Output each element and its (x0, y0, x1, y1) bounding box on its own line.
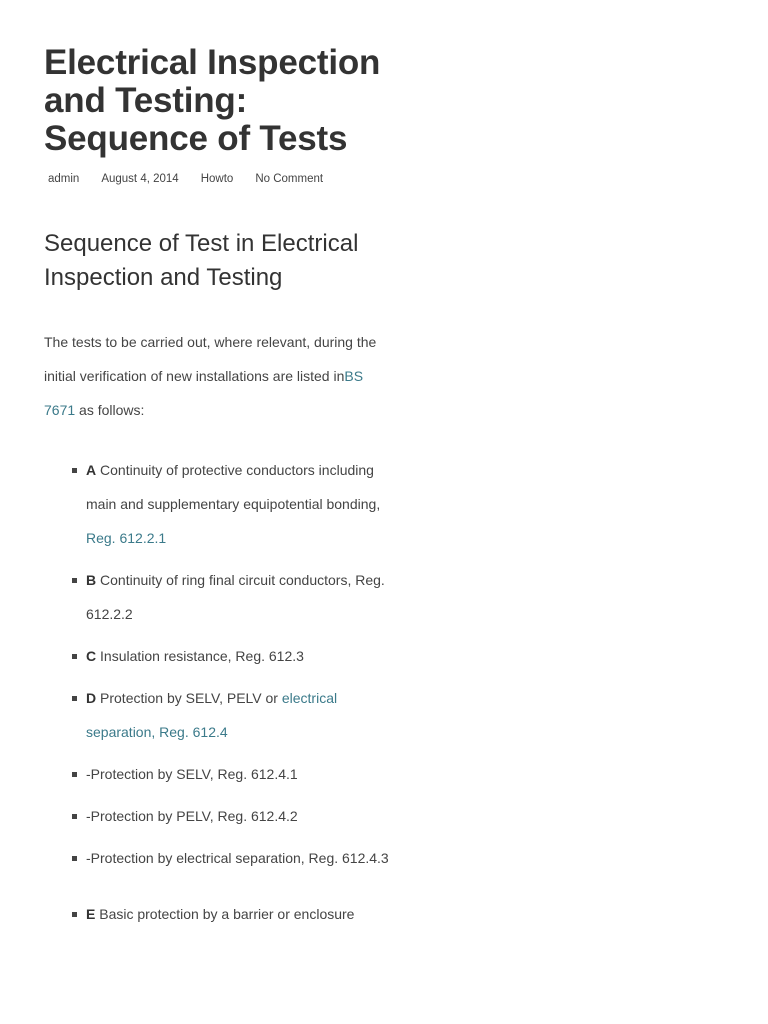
test-text: Continuity of ring final circuit conductors, Reg. 612.2.2 (86, 572, 385, 622)
test-text: Protection by SELV, PELV or (96, 690, 282, 706)
test-letter: B (86, 572, 97, 588)
test-letter: D (86, 690, 97, 706)
list-item (86, 841, 406, 875)
list-item (86, 681, 406, 749)
test-text: Insulation resistance, Reg. 612.3 (96, 648, 304, 664)
test-link[interactable]: Reg. 612.2.1 (86, 530, 167, 546)
test-link[interactable]: electrical separation, Reg. 612.4 (86, 690, 338, 740)
post-author-link[interactable]: admin (48, 173, 80, 185)
bs7671-link[interactable]: BS 7671 (44, 368, 364, 418)
test-text: Continuity of protective conductors including main and supplementary equipotential bonding, (86, 462, 381, 512)
list-item (86, 799, 406, 833)
test-text: -Protection by electrical separation, Reg. 612.4.3 (86, 850, 389, 866)
test-text: -Protection by PELV, Reg. 612.4.2 (86, 808, 298, 824)
test-list (44, 453, 406, 931)
list-item (86, 897, 406, 931)
list-item (86, 453, 406, 555)
test-letter: E (86, 906, 96, 922)
list-item (86, 639, 406, 673)
test-text: -Protection by SELV, Reg. 612.4.1 (86, 766, 298, 782)
list-item (86, 563, 406, 631)
intro-text: The tests to be carried out, where relevant, during the initial verification of new installations are listed in (44, 334, 377, 384)
intro-paragraph (44, 325, 394, 427)
test-letter: A (86, 462, 97, 478)
post-category-link[interactable]: Howto (200, 173, 234, 185)
post-meta (44, 173, 394, 185)
intro-text-end: as follows: (75, 402, 145, 418)
post-comments-link[interactable]: No Comment (255, 173, 324, 185)
post-title: Electrical Inspection and Testing: Sequence of Tests (44, 43, 381, 158)
section-heading: Sequence of Test in Electrical Inspection and Testing (44, 230, 359, 291)
article (44, 44, 394, 939)
post-date: August 4, 2014 (101, 173, 179, 185)
test-text: Basic protection by a barrier or enclosure (95, 906, 355, 922)
list-item (86, 757, 406, 791)
test-letter: C (86, 648, 97, 664)
